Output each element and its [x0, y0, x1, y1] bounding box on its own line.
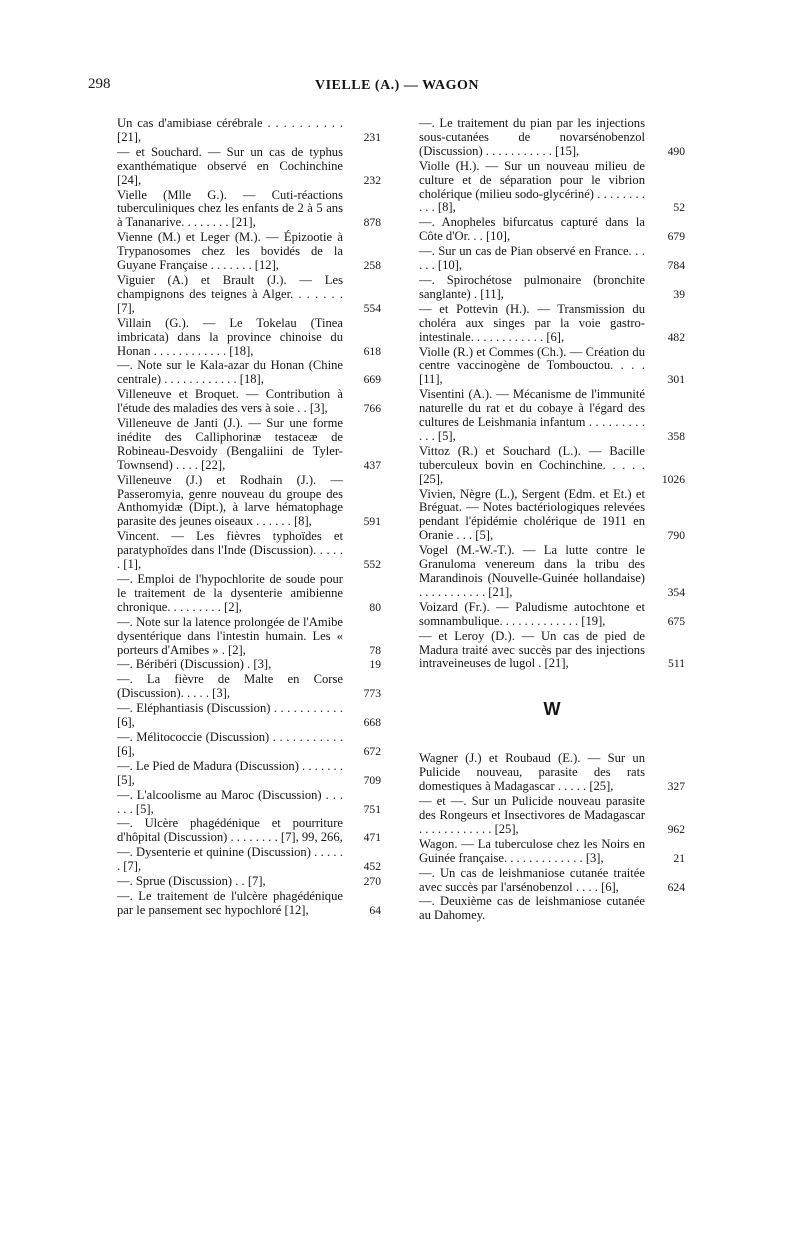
entry-page-ref: 679 — [667, 230, 685, 244]
entry-text: —. Emploi de l'hypochlorite de soude pour le traitement de la dysenterie amibienne chronique. . . . . . . . . [2], — [117, 572, 343, 614]
entry-page-ref: 675 — [667, 614, 685, 628]
entry-text: —. Sprue (Discussion) . . [7], — [117, 874, 266, 889]
entry-page-ref: 624 — [667, 880, 685, 894]
entry-text: —. Le traitement de l'ulcère phagédénique par le pansement sec hypochloré [12], — [117, 888, 343, 917]
entry-page-ref: 327 — [667, 780, 685, 794]
entry-text: —. Dysenterie et quinine (Discussion) . . . . . . [7], — [117, 845, 343, 874]
index-entry — [117, 317, 381, 359]
entry-page-ref: 258 — [363, 259, 381, 273]
entry-page-ref: 232 — [363, 173, 381, 187]
entry-text: Vittoz (R.) et Souchard (L.). — Bacille tuberculeux bovin en Cochinchine. . . . . [25], — [419, 443, 645, 486]
entry-page-ref: 784 — [667, 259, 685, 273]
index-entry — [419, 274, 685, 302]
index-entry — [419, 544, 685, 600]
index-entry — [419, 245, 685, 273]
section-w-entries — [419, 752, 685, 923]
entry-text: —. La fièvre de Malte en Corse (Discussion). . . . . [3], — [117, 672, 343, 701]
entry-page-ref: 471 — [363, 831, 381, 845]
entry-page-ref: 39 — [673, 287, 685, 301]
entry-page-ref: 962 — [667, 822, 685, 836]
entry-text: Viguier (A.) et Brault (J.). — Les champignons des teignes à Alger. . . . . . . [7], — [117, 272, 343, 315]
entry-page-ref: 790 — [667, 529, 685, 543]
entry-page-ref: 301 — [667, 373, 685, 387]
entry-page-ref: 669 — [363, 373, 381, 387]
entry-text: —. Un cas de leishmaniose cutanée traitée avec succès par l'arsénobenzol . . . . [6], — [419, 865, 645, 894]
entry-text: —. Béribéri (Discussion) . [3], — [117, 657, 272, 672]
entry-page-ref: 554 — [363, 301, 381, 315]
index-entry — [117, 388, 381, 416]
entry-text: —. L'alcoolisme au Maroc (Discussion) . . . . . . [5], — [117, 787, 343, 816]
index-entry — [419, 752, 685, 794]
index-entry — [419, 445, 685, 487]
entry-text: —. Note sur le Kala-azar du Honan (Chine centrale) . . . . . . . . . . . . [18], — [117, 358, 343, 387]
left-column — [117, 117, 381, 919]
entry-page-ref: 78 — [369, 643, 381, 657]
entry-text: Villeneuve et Broquet. — Contribution à l'étude des maladies des vers à soie . . [3], — [117, 387, 343, 416]
entry-page-ref: 668 — [363, 716, 381, 730]
entry-page-ref: 19 — [369, 658, 381, 672]
entry-text: —. Deuxième cas de leishmaniose cutanée au Dahomey. — [419, 894, 645, 923]
entry-text: Vielle (Mlle G.). — Cuti-réactions tuberculiniques chez les enfants de 2 à 5 ans à Tananarive. . . . . . . . [21], — [117, 187, 343, 230]
entry-page-ref: 552 — [363, 558, 381, 572]
entry-text: Vincent. — Les fièvres typhoïdes et paratyphoïdes dans l'Inde (Discussion). . . . . . [1], — [117, 529, 343, 572]
entry-page-ref: 452 — [363, 860, 381, 874]
entry-page-ref: 709 — [363, 773, 381, 787]
entry-page-ref: 270 — [363, 875, 381, 889]
index-entry — [117, 474, 381, 530]
entry-page-ref: 773 — [363, 687, 381, 701]
entry-page-ref: 618 — [363, 344, 381, 358]
entry-text: — et Pottevin (H.). — Transmission du choléra aux singes par la voie gastro-intestinale. . . . . . . . . . . . [6], — [419, 301, 645, 344]
entry-text: Voizard (Fr.). — Paludisme autochtone et somnambulique. . . . . . . . . . . . . [19], — [419, 599, 645, 628]
index-entry — [419, 488, 685, 544]
index-entry — [117, 231, 381, 273]
index-entry — [117, 359, 381, 387]
entry-page-ref: 766 — [363, 402, 381, 416]
section-letter-heading: W — [543, 699, 561, 720]
entry-page-ref: 358 — [667, 429, 685, 443]
index-entry — [419, 895, 685, 923]
index-entry — [419, 838, 685, 866]
index-entry — [117, 875, 381, 889]
index-entry — [117, 846, 381, 874]
entry-page-ref: 511 — [668, 657, 685, 671]
index-entry — [117, 673, 381, 701]
page-number: 298 — [88, 76, 111, 92]
index-entry — [117, 417, 381, 473]
running-head: VIELLE (A.) — WAGON — [315, 78, 480, 93]
section-v-entries — [419, 117, 685, 671]
entry-text: Violle (R.) et Commes (Ch.). — Création du centre vaccinogène de Tombouctou. . . . [11], — [419, 344, 645, 387]
index-entry — [419, 160, 685, 216]
entry-page-ref: 1026 — [661, 472, 685, 486]
entry-text: — et —. Sur un Pulicide nouveau parasite des Rongeurs et Insectivores de Madagascar . . . . . . . . . . . . [25], — [419, 794, 645, 836]
entry-text: —. Mélitococcie (Discussion) . . . . . . . . . . . [6], — [117, 729, 343, 758]
entry-text: —. Anopheles bifurcatus capturé dans la Côte d'Or. . . [10], — [419, 215, 645, 244]
index-entry — [117, 117, 381, 145]
entry-text: —. Le Pied de Madura (Discussion) . . . . . . . [5], — [117, 758, 343, 787]
entry-page-ref: 437 — [363, 458, 381, 472]
entry-text: Violle (H.). — Sur un nouveau milieu de culture et de séparation pour le vibrion cholérique (milieu sodo-glycériné) . . . . . . . . . . . [8], — [419, 158, 645, 215]
entry-text: —. Ulcère phagédénique et pourriture d'hôpital (Discussion) . . . . . . . . [7], 99, 266, — [117, 816, 343, 845]
entry-text: Vivien, Nègre (L.), Sergent (Edm. et Et.) et Bréguat. — Notes bactériologiques relevées pendant l'épidémie cholérique de 1911 en Oranie . . . [5], — [419, 486, 645, 543]
entry-page-ref: 591 — [363, 515, 381, 529]
entry-text: Vogel (M.-W.-T.). — La lutte contre le Granuloma venereum dans la tribu des Marandinois (Nouvelle-Guinée hollandaise) . . . . . . . . . . . [21], — [419, 543, 645, 599]
index-entry — [117, 189, 381, 231]
entry-page-ref: 21 — [673, 851, 685, 865]
index-entry — [117, 731, 381, 759]
index-entry — [419, 795, 685, 837]
entry-text: —. Eléphantiasis (Discussion) . . . . . . . . . . . [6], — [117, 701, 343, 730]
index-entry — [117, 817, 381, 845]
index-entry — [117, 616, 381, 658]
entry-text: Wagon. — La tuberculose chez les Noirs en Guinée française. . . . . . . . . . . . . [3], — [419, 836, 645, 865]
entry-text: Vienne (M.) et Leger (M.). — Épizootie à Trypanosomes chez les bovidés de la Guyane Française . . . . . . . [12], — [117, 230, 343, 273]
entry-text: —. Sur un cas de Pian observé en France. . . . . . [10], — [419, 244, 645, 273]
index-entry — [117, 530, 381, 572]
right-column — [419, 117, 685, 924]
entry-text: —. Spirochétose pulmonaire (bronchite sanglante) . [11], — [419, 272, 645, 301]
entry-page-ref: 354 — [667, 585, 685, 599]
index-entry — [117, 573, 381, 615]
index-entry — [419, 630, 685, 672]
index-entry — [419, 601, 685, 629]
entry-page-ref: 52 — [673, 201, 685, 215]
index-entry — [419, 867, 685, 895]
entry-text: —. Le traitement du pian par les injections sous-cutanées de novarsénobenzol (Discussion) . . . . . . . . . . . [15], — [419, 116, 645, 158]
index-entry — [117, 658, 381, 672]
entry-page-ref: 751 — [363, 802, 381, 816]
entry-text: Villeneuve de Janti (J.). — Sur une forme inédite des Calliphorinæ testaceæ de Robineau-Desvoidy (Bengaliini de Tyler-Townsend) . . . . [22], — [117, 416, 343, 472]
index-entry — [117, 760, 381, 788]
entry-text: — et Souchard. — Sur un cas de typhus exanthématique observé en Cochinchine [24], — [117, 144, 343, 187]
index-entry — [117, 702, 381, 730]
entry-page-ref: 80 — [369, 600, 381, 614]
index-entry — [117, 789, 381, 817]
entry-page-ref: 64 — [369, 903, 381, 917]
entry-page-ref: 490 — [667, 144, 685, 158]
entry-page-ref: 482 — [667, 330, 685, 344]
index-entry — [419, 117, 685, 159]
entry-page-ref: 672 — [363, 744, 381, 758]
entry-page-ref: 231 — [363, 130, 381, 144]
entry-text: Villain (G.). — Le Tokelau (Tinea imbricata) dans la province chinoise du Honan . . . . . . . . . . . . [18], — [117, 315, 343, 358]
entry-text: — et Leroy (D.). — Un cas de pied de Madura traité avec succès par des injections intraveineuses de lugol . [21], — [419, 628, 645, 671]
index-entry — [419, 303, 685, 345]
entry-text: Wagner (J.) et Roubaud (E.). — Sur un Pulicide nouveau, parasite des rats domestiques à Madagascar . . . . . [25], — [419, 751, 645, 794]
index-entry — [117, 890, 381, 918]
index-entry — [117, 274, 381, 316]
entry-text: —. Note sur la latence prolongée de l'Amibe dysentérique dans l'intestin humain. Les « porteurs d'Amibes » . [2], — [117, 614, 343, 657]
index-entry — [117, 146, 381, 188]
index-entry — [419, 388, 685, 444]
entry-text: Visentini (A.). — Mécanisme de l'immunité naturelle du rat et du cobaye à l'égard des cultures de Leishmania infantum . . . . . . . . . . . . [5], — [419, 387, 645, 443]
index-entry — [419, 216, 685, 244]
index-entry — [419, 346, 685, 388]
entry-text: Un cas d'amibiase cérébrale . . . . . . . . . . [21], — [117, 116, 343, 144]
entry-page-ref: 878 — [363, 216, 381, 230]
entry-text: Villeneuve (J.) et Rodhain (J.). — Passeromyia, genre nouveau du groupe des Anthomyidæ (Dipt.), à larve hématophage parasite des jeunes oiseaux . . . . . . [8], — [117, 472, 343, 529]
